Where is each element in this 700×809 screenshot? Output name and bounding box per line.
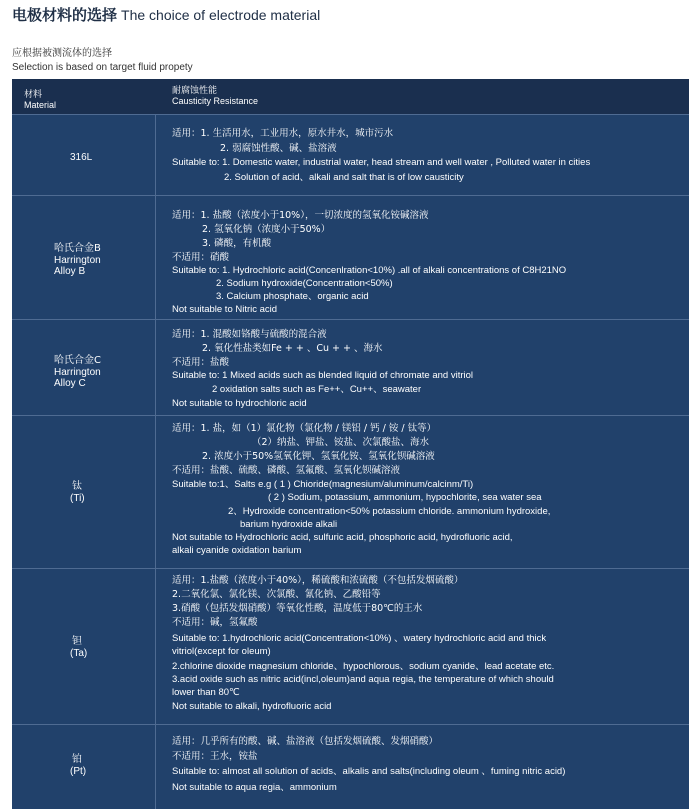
resistance-line: 2. 弱腐蚀性酸、碱、盐溶液 [220, 143, 337, 154]
resistance-line: 3. Calcium phosphate、organic acid [216, 291, 369, 302]
resistance-line: 适用：几乎所有的酸、碱、盐溶液（包括发烟硫酸、发烟硝酸） [172, 736, 439, 747]
resistance-line: 2. Solution of acid、alkali and salt that is of low causticity [224, 172, 464, 183]
resistance-line: vitriol(except for oleum) [172, 646, 271, 657]
resistance-line: 不适用：碱，氢氟酸 [172, 617, 258, 628]
material-name: 316L [70, 152, 93, 163]
resistance-line: 不适用：盐酸、硫酸、磷酸、氢氟酸、氢氧化钡碱溶液 [172, 465, 401, 476]
resistance-line: 2. 氢氧化钠（浓度小于50%） [202, 224, 331, 235]
material-name-en: Alloy B [54, 266, 86, 277]
page-title-en: The choice of electrode material [121, 7, 321, 23]
table-header [12, 79, 689, 115]
resistance-line: （2）纳盐、钾盐、铵盐、次氯酸盐、海水 [252, 437, 430, 448]
resistance-line: Suitable to:1、Salts e.g ( 1 ) Chioride(magnesium/aluminum/calcinm/Ti) [172, 479, 474, 490]
material-cell [12, 116, 155, 196]
resistance-line: 2. 氧化性盐类如Fe + + 、Cu + + 、海水 [202, 343, 383, 354]
electrode-material-table [12, 79, 689, 809]
material-name-en: (Ta) [70, 648, 88, 659]
material-name-cn: 哈氏合金B [54, 243, 101, 254]
resistance-line: 3.硝酸（包括发烟硝酸）等氧化性酸，温度低于80℃的王水 [172, 603, 423, 614]
resistance-line: Not suitable to aqua regia、ammonium [172, 782, 337, 793]
resistance-line: 不适用：硝酸 [172, 252, 230, 263]
resistance-line: lower than 80℃ [172, 687, 240, 698]
resistance-line: Suitable to: 1.hydrochloric acid(Concentration<10%) 、watery hydrochloric acid and thick [172, 633, 547, 644]
page-title [12, 4, 320, 25]
resistance-line: 2. Sodium hydroxide(Concentration<50%) [216, 278, 393, 289]
selection-note-cn: 应根据被测流体的选择 [12, 48, 112, 59]
table-row-alloy-b [12, 197, 689, 320]
header-causticity-en: Causticity Resistance [172, 96, 259, 106]
header-material-en: Material [24, 100, 57, 110]
table-row-alloy-c [12, 321, 689, 416]
resistance-line: Not suitable to alkali, hydrofluoric acid [172, 701, 332, 712]
resistance-line: Suitable to: 1. Hydrochloric acid(Concenlration<10%) .all of alkali concentrations of C8H21NO [172, 265, 567, 276]
material-name-cn: 钽 [72, 636, 82, 647]
header-material [24, 89, 56, 111]
resistance-line: 3.acid oxide such as nitric acid(incl,oleum)and aqua regia, the temperature of which should [172, 674, 554, 685]
resistance-line: 不适用：盐酸 [172, 357, 230, 368]
resistance-line: Suitable to: almost all solution of acids、alkalis and salts(including oleum 、fuming nitric acid) [172, 766, 566, 777]
resistance-line: alkali cyanide oxidation barium [172, 545, 302, 556]
resistance-line: 适用：1. 混酸如铬酸与硫酸的混合液 [172, 329, 327, 340]
material-name-cn: 铂 [72, 754, 82, 765]
header-material-cn: 材料 [24, 89, 43, 99]
resistance-line: 适用：1. 生活用水，工业用水，原水井水，城市污水 [172, 128, 394, 139]
resistance-line: Suitable to: 1 Mixed acids such as blended liquid of chromate and vitriol [172, 370, 474, 381]
resistance-line: ( 2 ) Sodium, potassium, ammonium, hypochlorite, sea water sea [268, 492, 542, 503]
resistance-line: Not suitable to Hydrochloric acid, sulfuric acid, phosphoric acid, hydrofluoric acid, [172, 532, 513, 543]
header-causticity [172, 85, 258, 107]
table-row-tantalum [12, 570, 689, 725]
resistance-line: 2 oxidation salts such as Fe++、Cu++、seawater [212, 384, 422, 395]
resistance-line: 适用：1. 盐酸（浓度小于10%），一切浓度的氢氧化铵碱溶液 [172, 210, 429, 221]
resistance-line: 适用：1.盐酸（浓度小于40%），稀硫酸和浓硫酸（不包括发烟硫酸） [172, 575, 464, 586]
header-causticity-cn: 耐腐蚀性能 [172, 85, 218, 95]
resistance-line: Suitable to: 1. Domestic water, industrial water, head stream and well water , Polluted water in cities [172, 157, 591, 168]
material-name-en: Alloy C [54, 378, 86, 389]
resistance-line: Not suitable to hydrochloric acid [172, 398, 307, 409]
material-name-en: (Ti) [70, 493, 85, 504]
resistance-line: Not suitable to Nitric acid [172, 304, 278, 315]
resistance-line: 2、Hydroxide concentration<50% potassium chloride. ammonium hydroxide, [228, 506, 551, 517]
table-row-platinum [12, 726, 689, 809]
resistance-line: 不适用：王水，铵盐 [172, 751, 258, 762]
resistance-line: 适用：1. 盐，如（1）氯化物（氯化物 / 镁铝 / 钙 / 铵 / 钛等） [172, 423, 437, 434]
material-name-en: Harrington [54, 367, 101, 378]
table-row-titanium [12, 417, 689, 569]
table-row-316l [12, 116, 689, 196]
material-name-en: Harrington [54, 255, 101, 266]
resistance-line: 2. 浓度小于50%氢氧化钾、氢氧化铵、氢氧化钡碱溶液 [202, 451, 435, 462]
selection-note-en: Selection is based on target fluid propety [12, 62, 193, 73]
material-name-en: (Pt) [70, 766, 87, 777]
resistance-line: 2.chlorine dioxide magnesium chloride、hypochlorous、sodium cyanide、lead acetate etc. [172, 661, 555, 672]
resistance-line: barium hydroxide alkali [240, 519, 338, 530]
page-title-cn: 电极材料的选择 [12, 6, 118, 24]
resistance-line: 3. 磷酸，有机酸 [202, 238, 272, 249]
resistance-line: 2.二氧化氯、氯化镁、次氯酸、氰化钠、乙酸铅等 [172, 589, 381, 600]
material-name-cn: 哈氏合金C [54, 355, 101, 366]
material-name-cn: 钛 [72, 481, 82, 492]
